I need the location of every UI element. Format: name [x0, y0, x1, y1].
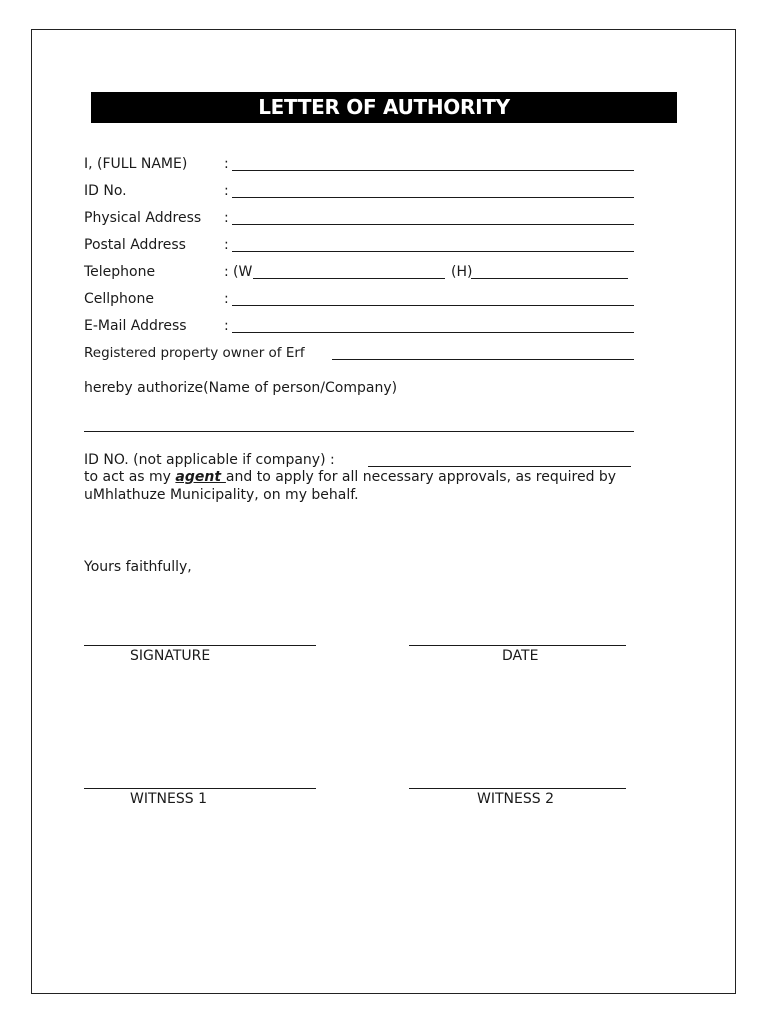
agent-text-before: to act as my [84, 469, 176, 485]
email-label: E-Mail Address [84, 318, 187, 334]
erf-line[interactable] [332, 359, 634, 360]
id-no-colon: : [224, 183, 229, 199]
witness2-caption: WITNESS 2 [477, 791, 554, 807]
telephone-work-line[interactable] [253, 278, 445, 279]
physical-address-label: Physical Address [84, 210, 202, 226]
agent-emphasis: agent [175, 469, 226, 485]
telephone-home-line[interactable] [471, 278, 628, 279]
telephone-home-prefix: (H) [451, 264, 473, 280]
id-no-line[interactable] [232, 197, 634, 198]
email-colon: : [224, 318, 229, 334]
telephone-label: Telephone [84, 264, 156, 280]
authorize-label: hereby authorize(Name of person/Company) [84, 380, 398, 396]
agent-statement-line2: uMhlathuze Municipality, on my behalf. [84, 487, 359, 503]
witness2-line[interactable] [409, 788, 626, 789]
agent-text-after: and to apply for all necessary approvals, as required by [225, 469, 617, 485]
cellphone-line[interactable] [232, 305, 634, 306]
postal-address-colon: : [224, 237, 229, 253]
erf-label: Registered property owner of Erf [84, 345, 305, 361]
signature-caption: SIGNATURE [130, 648, 211, 664]
date-caption: DATE [502, 648, 539, 664]
full-name-line[interactable] [232, 170, 634, 171]
witness1-caption: WITNESS 1 [130, 791, 207, 807]
full-name-label: I, (FULL NAME) [84, 156, 188, 172]
telephone-colon: : [224, 264, 229, 280]
id-no-label: ID No. [84, 183, 127, 199]
full-name-colon: : [224, 156, 229, 172]
agent-statement-line1 [84, 469, 616, 486]
agent-id-line[interactable] [368, 466, 631, 467]
authorize-name-line[interactable] [84, 431, 634, 432]
email-line[interactable] [232, 332, 634, 333]
signature-line[interactable] [84, 645, 316, 646]
telephone-work-prefix: (W [233, 264, 253, 280]
postal-address-label: Postal Address [84, 237, 186, 253]
cellphone-colon: : [224, 291, 229, 307]
document-title: LETTER OF AUTHORITY [91, 92, 677, 123]
closing-text: Yours faithfully, [84, 559, 192, 575]
document-page [31, 29, 736, 994]
agent-id-label: ID NO. (not applicable if company) : [84, 452, 335, 468]
physical-address-colon: : [224, 210, 229, 226]
physical-address-line[interactable] [232, 224, 634, 225]
cellphone-label: Cellphone [84, 291, 154, 307]
postal-address-line[interactable] [232, 251, 634, 252]
witness1-line[interactable] [84, 788, 316, 789]
date-line[interactable] [409, 645, 626, 646]
